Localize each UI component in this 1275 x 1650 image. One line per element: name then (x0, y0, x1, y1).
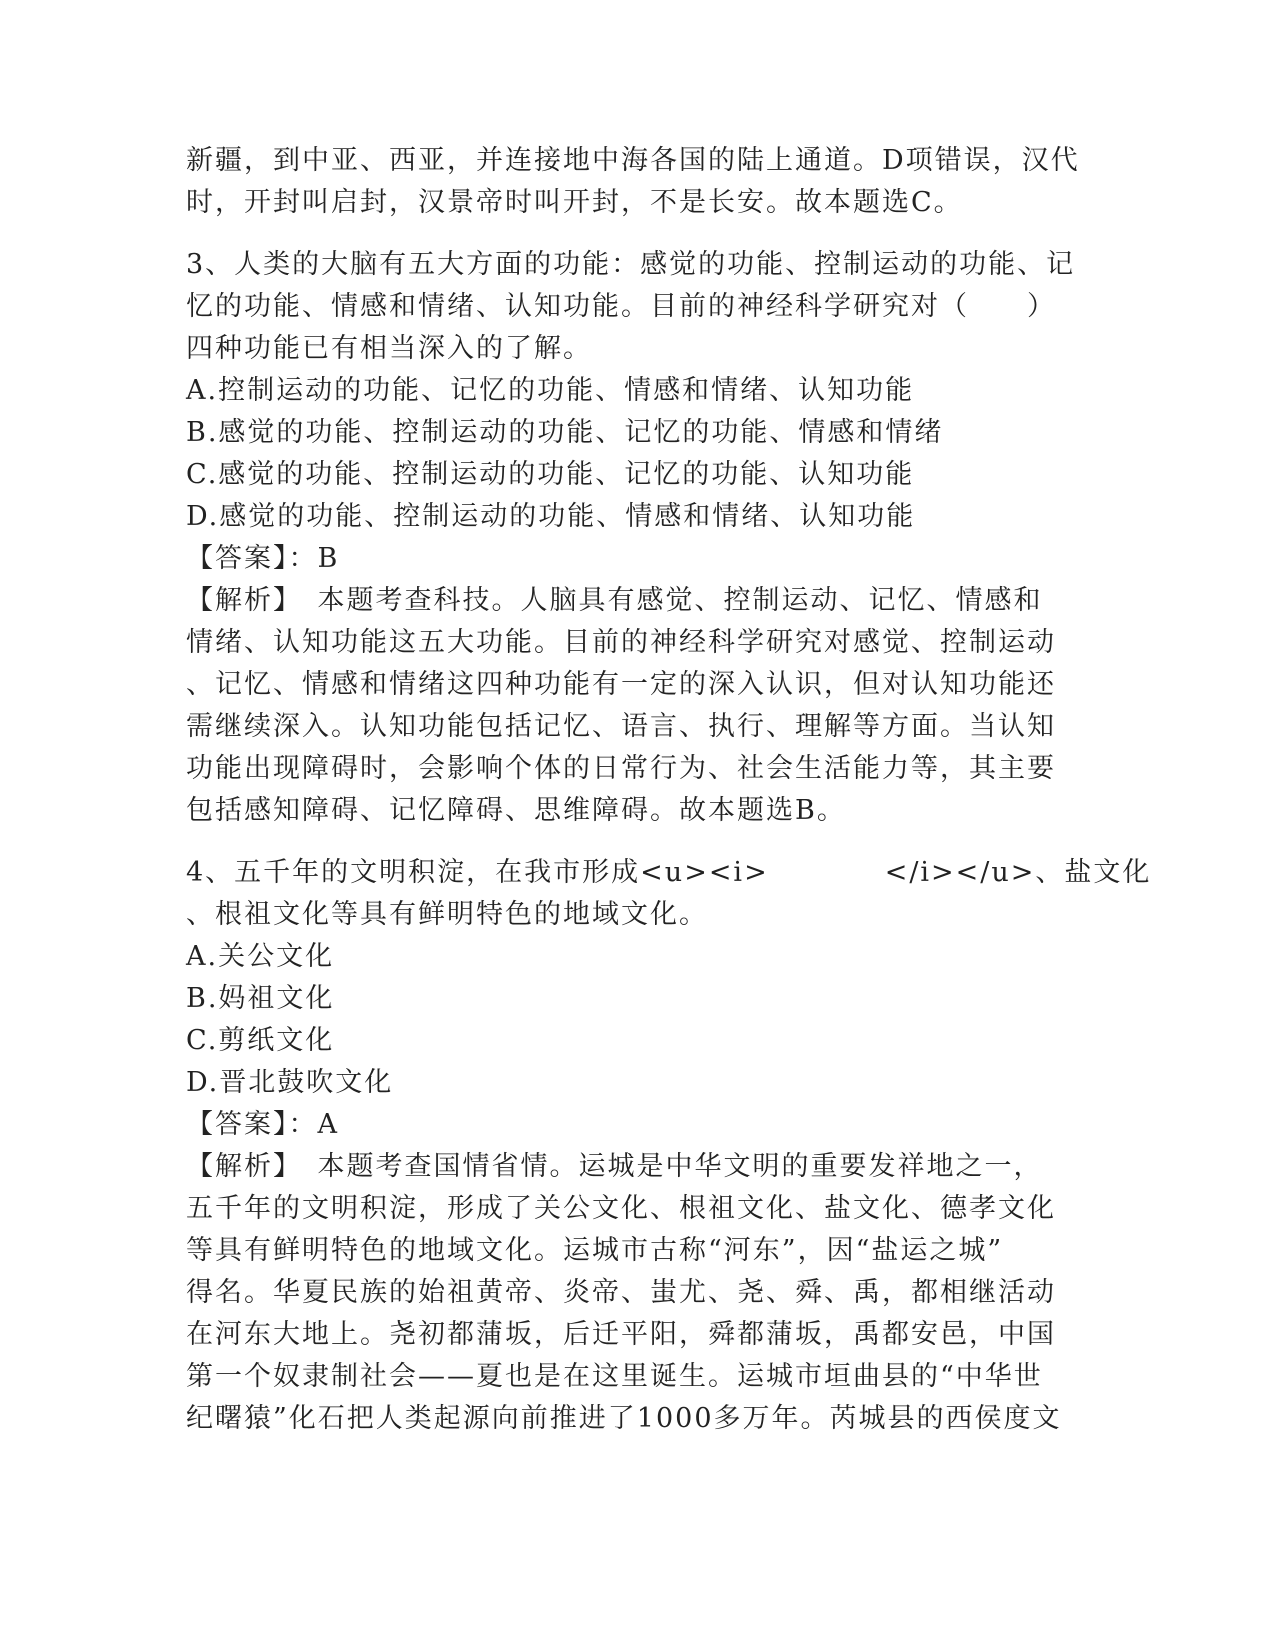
q4-analysis-line: 纪曙猿”化石把人类起源向前推进了1000多万年。芮城县的西侯度文 (186, 1403, 1062, 1434)
q3-stem-line: 四种功能已有相当深入的了解。 (186, 333, 592, 364)
q3-analysis-line: 需继续深入。认知功能包括记忆、语言、执行、理解等方面。当认知 (186, 711, 1056, 742)
q4-answer: 【答案】：A (186, 1109, 339, 1140)
q4-stem-line: 4、五千年的文明积淀，在我市形成<u><i> </i></u>、盐文化 (186, 857, 1152, 888)
q4-analysis-line: 五千年的文明积淀，形成了关公文化、根祖文化、盐文化、德孝文化 (186, 1193, 1056, 1224)
q4-stem-line: 、根祖文化等具有鲜明特色的地域文化。 (186, 899, 708, 930)
q3-analysis-line: 情绪、认知功能这五大功能。目前的神经科学研究对感觉、控制运动 (186, 627, 1056, 658)
q4-analysis-line: 【解析】 本题考查国情省情。运城是中华文明的重要发祥地之一， (186, 1151, 1043, 1182)
q4-option-b: B.妈祖文化 (186, 983, 335, 1014)
q3-option-c: C.感觉的功能、控制运动的功能、记忆的功能、认知功能 (186, 459, 915, 490)
q3-option-a: A.控制运动的功能、记忆的功能、情感和情绪、认知功能 (186, 375, 915, 406)
q4-analysis-line: 等具有鲜明特色的地域文化。运城市古称“河东”，因“盐运之城” (186, 1235, 1004, 1266)
q4-analysis-line: 得名。华夏民族的始祖黄帝、炎帝、蚩尤、尧、舜、禹，都相继活动 (186, 1277, 1056, 1308)
q3-answer: 【答案】：B (186, 543, 340, 574)
q2-text-line: 时，开封叫启封，汉景帝时叫开封，不是长安。故本题选C。 (186, 187, 963, 218)
q3-analysis-line: 功能出现障碍时，会影响个体的日常行为、社会生活能力等，其主要 (186, 753, 1056, 784)
q4-analysis-line: 在河东大地上。尧初都蒲坂，后迁平阳，舜都蒲坂，禹都安邑，中国 (186, 1319, 1056, 1350)
q3-stem-line: 3、人类的大脑有五大方面的功能：感觉的功能、控制运动的功能、记 (186, 249, 1076, 280)
q4-option-c: C.剪纸文化 (186, 1025, 335, 1056)
q4-analysis-line: 第一个奴隶制社会——夏也是在这里诞生。运城市垣曲县的“中华世 (186, 1361, 1043, 1392)
q3-option-d: D.感觉的功能、控制运动的功能、情感和情绪、认知功能 (186, 501, 916, 532)
q3-analysis-line: 包括感知障碍、记忆障碍、思维障碍。故本题选B。 (186, 795, 846, 826)
q2-text-line: 新疆，到中亚、西亚，并连接地中海各国的陆上通道。D项错误，汉代 (186, 145, 1080, 176)
q4-option-d: D.晋北鼓吹文化 (186, 1067, 394, 1098)
q4-option-a: A.关公文化 (186, 941, 335, 972)
q3-option-b: B.感觉的功能、控制运动的功能、记忆的功能、情感和情绪 (186, 417, 944, 448)
q3-analysis-line: 、记忆、情感和情绪这四种功能有一定的深入认识，但对认知功能还 (186, 669, 1056, 700)
q3-stem-line: 忆的功能、情感和情绪、认知功能。目前的神经科学研究对（ ） (186, 291, 1056, 322)
q3-analysis-line: 【解析】 本题考查科技。人脑具有感觉、控制运动、记忆、情感和 (186, 585, 1043, 616)
